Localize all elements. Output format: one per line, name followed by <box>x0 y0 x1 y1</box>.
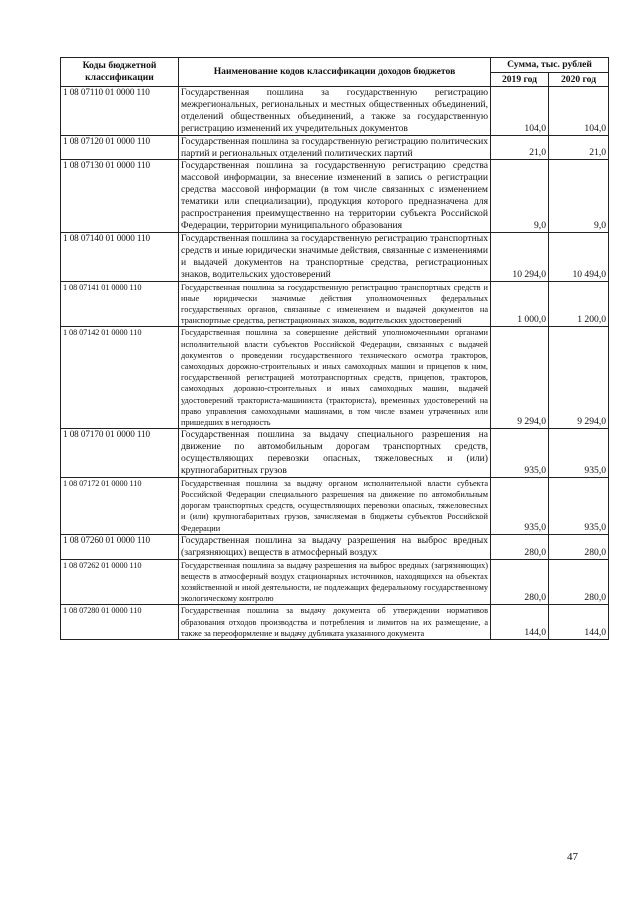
table-row <box>61 327 609 429</box>
budget-revenue-table <box>60 57 609 640</box>
row-code: 1 08 07130 01 0000 110 <box>61 160 179 232</box>
row-value-2020: 10 494,0 <box>549 232 609 281</box>
row-value-2020: 104,0 <box>549 87 609 136</box>
row-code: 1 08 07142 01 0000 110 <box>61 327 179 429</box>
row-value-2020: 21,0 <box>549 135 609 160</box>
row-code: 1 08 07260 01 0000 110 <box>61 534 179 559</box>
row-value-2020: 9 294,0 <box>549 327 609 429</box>
row-value-2019: 935,0 <box>491 477 549 534</box>
row-name: Государственная пошлина за выдачу документа об утверждении нормативов образования отходов производства и потребления и лимитов на их размещение, а также за переоформление и выдачу дубликата указанного документа <box>179 605 491 640</box>
header-code: Коды бюджетной классификации <box>61 58 179 87</box>
table-body <box>61 87 609 640</box>
row-name: Государственная пошлина за государственную регистрацию средства массовой информации, за внесение изменений в запись о регистрации средства массовой информации (в том числе связанных с изменением тематики или специализации), продукция которого предназначена для распространения преимущественно на территории субъекта Российской Федерации, территории муниципального образования <box>179 160 491 232</box>
row-name: Государственная пошлина за совершение действий уполномоченными органами исполнительной власти субъектов Российской Федерации, связанных с выдачей документов о проведении государственного технического осмотра тракторов, самоходных дорожно-строительных и иных самоходных машин и прицепов к ним, государственной регистрацией мототранспортных средств, прицепов, тракторов, самоходных дорожно-строительных и иных самоходных машин, выдачей удостоверений тракториста-машиниста (тракториста), временных удостоверений на право управления самоходными машинами, в том числе взамен утраченных или пришедших в негодность <box>179 327 491 429</box>
row-code: 1 08 07170 01 0000 110 <box>61 429 179 478</box>
table-row <box>61 477 609 534</box>
row-value-2020: 280,0 <box>549 534 609 559</box>
row-code: 1 08 07262 01 0000 110 <box>61 559 179 605</box>
row-name: Государственная пошлина за государственную регистрацию транспортных средств и иные юридически значимые действия уполномоченных федеральных государственных органов, связанные с изменением и выдачей документов на транспортные средства, регистрационных знаков, водительских удостоверений <box>179 281 491 327</box>
row-name: Государственная пошлина за государственную регистрацию политических партий и региональных отделений политических партий <box>179 135 491 160</box>
row-value-2019: 104,0 <box>491 87 549 136</box>
table-row <box>61 135 609 160</box>
header-year-2020: 2020 год <box>549 73 609 87</box>
table-header <box>61 58 609 87</box>
header-year-2019: 2019 год <box>491 73 549 87</box>
row-name: Государственная пошлина за выдачу разрешения на выброс вредных (загрязняющих) веществ в атмосферный воздух <box>179 534 491 559</box>
table-row <box>61 559 609 605</box>
row-value-2020: 1 200,0 <box>549 281 609 327</box>
row-code: 1 08 07172 01 0000 110 <box>61 477 179 534</box>
row-value-2019: 280,0 <box>491 559 549 605</box>
row-code: 1 08 07141 01 0000 110 <box>61 281 179 327</box>
row-value-2019: 9 294,0 <box>491 327 549 429</box>
row-value-2019: 280,0 <box>491 534 549 559</box>
row-value-2020: 280,0 <box>549 559 609 605</box>
row-code: 1 08 07110 01 0000 110 <box>61 87 179 136</box>
table-row <box>61 87 609 136</box>
table-row <box>61 534 609 559</box>
table-row <box>61 281 609 327</box>
row-code: 1 08 07280 01 0000 110 <box>61 605 179 640</box>
row-value-2019: 144,0 <box>491 605 549 640</box>
table-row <box>61 429 609 478</box>
row-value-2020: 935,0 <box>549 477 609 534</box>
table-row <box>61 160 609 232</box>
row-value-2019: 9,0 <box>491 160 549 232</box>
row-value-2020: 144,0 <box>549 605 609 640</box>
row-value-2019: 1 000,0 <box>491 281 549 327</box>
row-name: Государственная пошлина за выдачу органом исполнительной власти субъекта Российской Федерации специального разрешения на движение по автомобильным дорогам транспортных средств, осуществляющих перевозки опасных, тяжеловесных и (или) крупногабаритных грузов, зачисляемая в бюджеты субъектов Российской Федерации <box>179 477 491 534</box>
table-row <box>61 605 609 640</box>
row-value-2019: 935,0 <box>491 429 549 478</box>
header-name: Наименование кодов классификации доходов бюджетов <box>179 58 491 87</box>
row-name: Государственная пошлина за государственную регистрацию межрегиональных, региональных и местных общественных объединений, отделений общественных объединений, а также за государственную регистрацию изменений их учредительных документов <box>179 87 491 136</box>
row-value-2020: 9,0 <box>549 160 609 232</box>
row-value-2019: 10 294,0 <box>491 232 549 281</box>
row-value-2019: 21,0 <box>491 135 549 160</box>
page-number: 47 <box>567 851 578 863</box>
row-code: 1 08 07120 01 0000 110 <box>61 135 179 160</box>
row-name: Государственная пошлина за государственную регистрацию транспортных средств и иные юридически значимые действия, связанные с изменениями и выдачей документов на транспортные средства, регистрационных знаков, водительских удостоверений <box>179 232 491 281</box>
row-code: 1 08 07140 01 0000 110 <box>61 232 179 281</box>
table-row <box>61 232 609 281</box>
row-value-2020: 935,0 <box>549 429 609 478</box>
row-name: Государственная пошлина за выдачу специального разрешения на движение по автомобильным дорогам транспортных средств, осуществляющих перевозки опасных, тяжеловесных и (или) крупногабаритных грузов <box>179 429 491 478</box>
header-sum: Сумма, тыс. рублей <box>491 58 609 73</box>
row-name: Государственная пошлина за выдачу разрешения на выброс вредных (загрязняющих) веществ в атмосферный воздух стационарных источников, находящихся на объектах хозяйственной и иной деятельности, не подлежащих федеральному государственному экологическому контролю <box>179 559 491 605</box>
